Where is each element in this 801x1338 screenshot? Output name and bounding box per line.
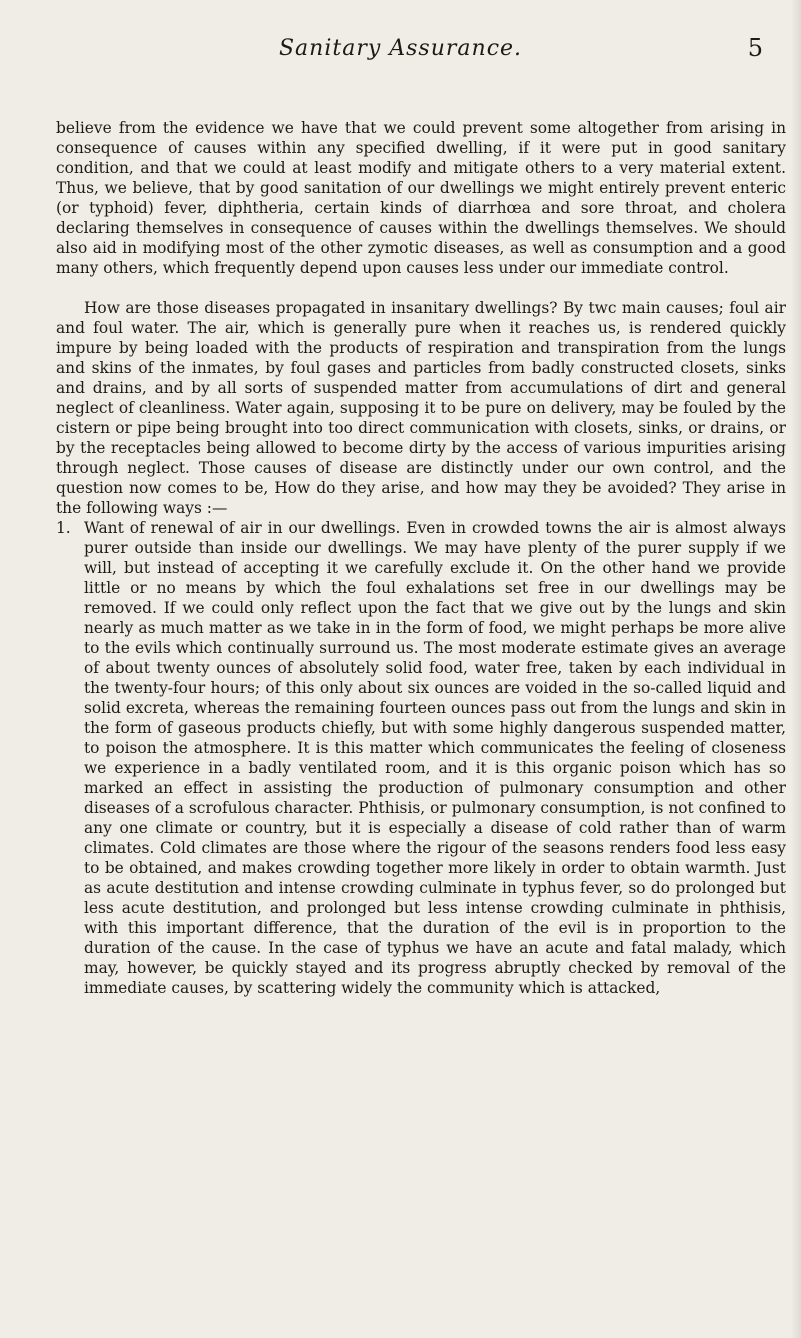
page-header	[0, 28, 801, 68]
item-text: Want of renewal of air in our dwellings. Even in crowded towns the air is almost always purer outside than inside our dwellings. We may have plenty of the purer supply if we will, but instead of accepting it we carefully exclude it. On the other hand we provide little or no means by which the foul exhalations set free in our dwellings may be removed. If we could only reflect upon the fact that we give out by the lungs and skin nearly as much matter as we take in in the form of food, we might perhaps be more alive to the evils which continually surround us. The most moderate estimate gives an average of about twenty ounces of absolutely solid food, water free, taken by each individual in the twenty-four hours; of this only about six ounces are voided in the so-called liquid and solid excreta, whereas the remaining fourteen ounces pass out from the lungs and skin in the form of gaseous products chiefly, but with some highly dangerous suspended matter, to poison the atmosphere. It is this matter which communicates the feeling of closeness we experience in a badly ventilated room, and it is this organic poison which has so marked an effect in assisting the production of pulmonary consumption and other diseases of a scrofulous character. Phthisis, or pulmonary consumption, is not confined to any one climate or country, but it is especially a disease of cold rather than of warm climates. Cold climates are those where the rigour of the seasons renders food less easy to be obtained, and makes crowding together more likely in order to obtain warmth. Just as acute destitution and intense crowding culminate in typhus fever, so do prolonged but less acute destitution, and prolonged but less intense crowding culminate in phthisis, with this important difference, that the duration of the evil is in proportion to the duration of the cause. In the case of typhus we have an acute and fatal malady, which may, however, be quickly stayed and its progress abruptly checked by removal of the immediate causes, by scattering widely the community which is attacked,	[84, 519, 786, 997]
paragraph-diseases-propagation: How are those diseases propagated in insanitary dwellings? By twc main causes; foul air and foul water. The air, which is generally pure when it reaches us, is rendered quickly impure by being loaded with the products of respiration and transpiration from the lungs and skins of the inmates, by foul gases and particles from badly constructed closets, sinks and drains, and by all sorts of suspended matter from accumulations of dirt and general neglect of cleanliness. Water again, supposing it to be pure on delivery, may be fouled by the cistern or pipe being brought into too direct communication with closets, sinks, or drains, or by the receptacles being allowed to become dirty by the access of various impurities arising through neglect. Those causes of disease are distinctly under our own control, and the question now comes to be, How do they arise, and how may they be avoided? They arise in the following ways :—	[56, 299, 786, 517]
paragraph-continuation: believe from the evidence we have that we could prevent some altogether from arising in consequence of causes within any specified dwelling, if it were put in good sanitary condition, and that we could at least modify and mitigate others to a very material extent. Thus, we believe, that by good sanitation of our dwellings we might entirely prevent enteric (or typhoid) fever, diphtheria, certain kinds of diarrhœa and sore throat, and cholera declaring themselves in consequence of causes within the dwellings themselves. We should also aid in modifying most of the other zymotic diseases, as well as consumption and a good many others, which frequently depend upon causes less under our immediate control.	[56, 119, 786, 277]
item-number: 1.	[56, 519, 71, 537]
numbered-item-1	[56, 518, 786, 998]
page-edge-shadow	[791, 0, 801, 1338]
running-title: Sanitary Assurance.	[278, 36, 523, 61]
page-number: 5	[747, 34, 763, 62]
body-text	[56, 118, 786, 998]
